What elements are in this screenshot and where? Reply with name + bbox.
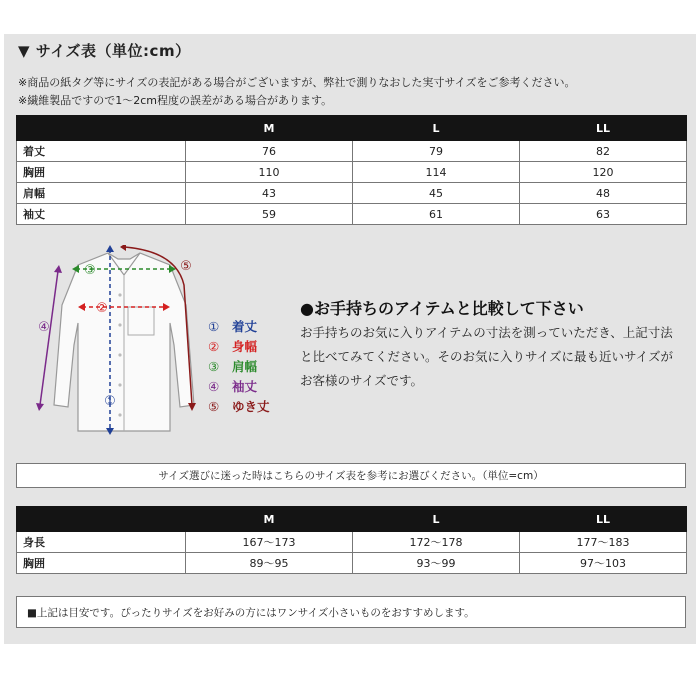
cell-value: 43 — [186, 183, 353, 204]
table-row — [17, 204, 687, 225]
size-advice-banner: サイズ選びに迷った時はこちらのサイズ表を参考にお選びください。（単位=cm） — [16, 463, 686, 488]
marker-3: ③ — [84, 263, 96, 278]
table-header-row — [17, 116, 687, 141]
cell-value: 89～95 — [186, 553, 353, 574]
header-size-m: M — [186, 116, 353, 141]
row-label: 身長 — [17, 532, 186, 553]
legend-item: ⑤ ゆき丈 — [208, 399, 270, 414]
cell-value: 114 — [353, 162, 520, 183]
table-row — [17, 183, 687, 204]
legend-item: ③ 肩幅 — [208, 359, 258, 374]
row-label: 着丈 — [17, 141, 186, 162]
cell-value: 110 — [186, 162, 353, 183]
legend-item: ① 着丈 — [208, 319, 258, 334]
header-size-l: L — [353, 116, 520, 141]
table-header-row — [17, 507, 687, 532]
footnote: ■上記は目安です。ぴったりサイズをお好みの方にはワンサイズ小さいものをおすすめします。 — [16, 596, 686, 628]
row-label: 袖丈 — [17, 204, 186, 225]
row-label: 肩幅 — [17, 183, 186, 204]
compare-heading: ●お手持ちのアイテムと比較して下さい — [300, 299, 584, 318]
note-error: ※繊維製品ですので1～2cm程度の誤差がある場合があります。 — [18, 94, 333, 107]
cell-value: 63 — [520, 204, 687, 225]
row-label: 胸囲 — [17, 553, 186, 574]
row-label: 胸囲 — [17, 162, 186, 183]
cell-value: 76 — [186, 141, 353, 162]
header-size-ll: LL — [520, 116, 687, 141]
cell-value: 120 — [520, 162, 687, 183]
cell-value: 167～173 — [186, 532, 353, 553]
cell-value: 97～103 — [520, 553, 687, 574]
header-size-ll: LL — [520, 507, 687, 532]
size-table-height-chest — [16, 506, 687, 574]
diagram-legend — [208, 317, 270, 417]
legend-item: ② 身幅 — [208, 339, 258, 354]
cell-value: 61 — [353, 204, 520, 225]
table-row — [17, 162, 687, 183]
header-blank — [17, 507, 186, 532]
marker-1: ① — [104, 394, 116, 409]
cell-value: 82 — [520, 141, 687, 162]
marker-2: ② — [96, 301, 108, 316]
table-row — [17, 553, 687, 574]
note-tag: ※商品の紙タグ等にサイズの表記がある場合がございますが、弊社で測りなおした実寸サイズをご参考ください。 — [18, 76, 576, 89]
marker-4: ④ — [38, 320, 50, 335]
size-table-measurements — [16, 115, 687, 225]
marker-5: ⑤ — [180, 259, 192, 274]
cell-value: 45 — [353, 183, 520, 204]
legend-item: ④ 袖丈 — [208, 379, 258, 394]
header-size-m: M — [186, 507, 353, 532]
page-title: ▼ サイズ表（単位:cm） — [18, 42, 191, 60]
cell-value: 177～183 — [520, 532, 687, 553]
table-row — [17, 532, 687, 553]
cell-value: 79 — [353, 141, 520, 162]
cell-value: 48 — [520, 183, 687, 204]
header-blank — [17, 116, 186, 141]
table-row — [17, 141, 687, 162]
header-size-l: L — [353, 507, 520, 532]
cell-value: 172～178 — [353, 532, 520, 553]
compare-description: お手持ちのお気に入りアイテムの寸法を測っていただき、上記寸法と比べてみてください。そのお気に入りサイズに最も近いサイズがお客様のサイズです。 — [300, 325, 674, 388]
cell-value: 93～99 — [353, 553, 520, 574]
cell-value: 59 — [186, 204, 353, 225]
